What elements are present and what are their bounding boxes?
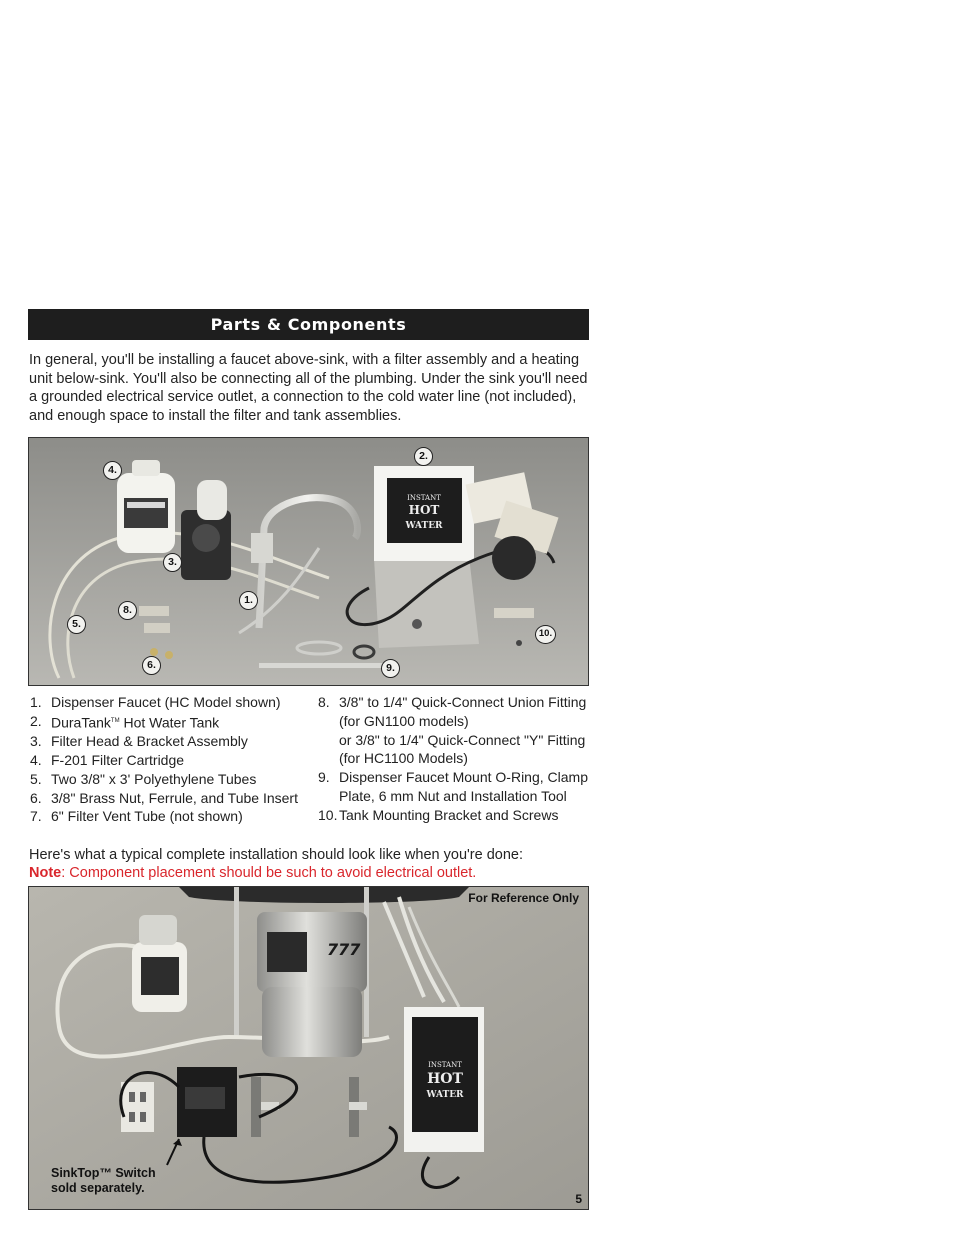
parts-list-right <box>318 693 593 825</box>
part-item-8-line-4: (for HC1100 Models) <box>339 750 468 767</box>
note-label: Note <box>29 864 62 881</box>
callout-9: 9. <box>381 659 400 678</box>
parts-photo <box>28 437 589 686</box>
part-item-8: 8. 3/8" to 1/4" Quick-Connect Union Fitting <box>318 694 587 710</box>
reference-only-label: For Reference Only <box>468 891 579 905</box>
page-number: 5 <box>575 1192 582 1206</box>
callout-1: 1. <box>239 591 258 610</box>
part-item-9: 9. Dispenser Faucet Mount O-Ring, Clamp <box>318 769 588 786</box>
callout-6: 6. <box>142 656 161 675</box>
sinktop-line-1: SinkTop™ Switch <box>51 1166 156 1180</box>
part-item-5: 5. Two 3/8" x 3' Polyethylene Tubes <box>30 770 257 787</box>
part-item-8-line-3: or 3/8" to 1/4" Quick-Connect "Y" Fitting <box>339 731 586 748</box>
tank-text-1: INSTANT <box>428 1061 462 1069</box>
callout-4: 4. <box>103 461 122 480</box>
installation-photo-illustration <box>29 887 589 1210</box>
section-title: Parts & Components <box>210 315 407 334</box>
tank-text-2: HOT <box>427 1071 463 1087</box>
box-text-2: HOT <box>408 503 440 517</box>
callout-10: 10. <box>535 625 556 644</box>
callout-5: 5. <box>67 615 86 634</box>
sinktop-note <box>51 1166 156 1195</box>
typical-text: Here's what a typical complete installation should look like when you're done: <box>29 847 523 863</box>
intro-paragraph: In general, you'll be installing a faucet above-sink, with a filter assembly and a heating unit below-sink. You'll also be connecting all of the plumbing. Under the sink you'll need a grounded electrical service outlet, a connection to the cold water line (not included), and enough space to install the filter and tank assemblies. <box>29 352 588 425</box>
part-item-3: 3. Filter Head & Bracket Assembly <box>30 733 248 750</box>
parts-list-left <box>30 693 320 826</box>
callout-3: 3. <box>163 553 182 572</box>
section-header <box>28 309 589 340</box>
part-item-8-line-2: (for GN1100 models) <box>339 712 469 729</box>
part-item-10: 10. Tank Mounting Bracket and Screws <box>318 806 559 823</box>
installation-photo <box>28 886 589 1210</box>
part-item-6: 6. 3/8" Brass Nut, Ferrule, and Tube Insert <box>30 789 298 806</box>
callout-2: 2. <box>414 447 433 466</box>
box-text-1: INSTANT <box>407 494 441 502</box>
part-item-7: 7. 6" Filter Vent Tube (not shown) <box>30 808 243 825</box>
disposer-label: 777 <box>327 940 361 959</box>
note-text: : Component placement should be such to avoid electrical outlet. <box>61 864 477 881</box>
box-text-3: WATER <box>405 521 443 531</box>
installation-caption <box>29 847 591 882</box>
sinktop-line-2: sold separately. <box>51 1180 145 1195</box>
part-item-2: 2. DuraTank™ Hot Water Tank <box>30 712 220 731</box>
callout-8: 8. <box>118 601 137 620</box>
note-line <box>29 865 591 883</box>
part-item-9-line-2: Plate, 6 mm Nut and Installation Tool <box>339 787 567 804</box>
part-item-1: 1. Dispenser Faucet (HC Model shown) <box>30 694 281 710</box>
part-item-4: 4. F-201 Filter Cartridge <box>30 752 185 769</box>
tank-text-3: WATER <box>426 1090 464 1100</box>
